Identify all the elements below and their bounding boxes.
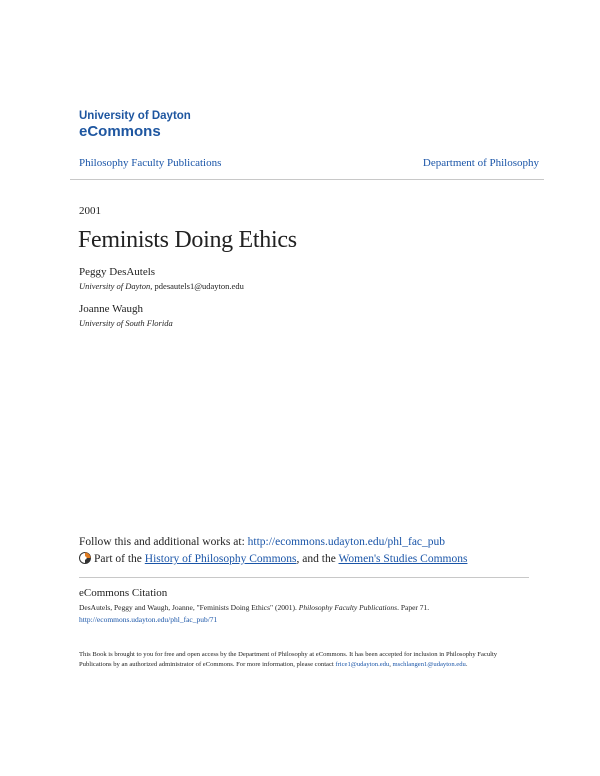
follow-url-link[interactable]: http://ecommons.udayton.edu/phl_fac_pub	[247, 536, 446, 548]
department-link[interactable]: Department of Philosophy	[422, 157, 539, 169]
womens-studies-commons-link[interactable]: Women's Studies Commons	[338, 553, 468, 565]
author-affiliation	[79, 318, 173, 328]
citation-heading: eCommons Citation	[79, 587, 168, 599]
notice-text: This Book is brought to you for free and open access by the Department of Philosophy at eCommons. It has been accepted for inclusion in Philosophy Faculty Publications by an authorized administrator of eCommons. For more information, please contact	[79, 651, 498, 669]
citation-divider	[79, 577, 529, 578]
repository-name: eCommons	[79, 122, 161, 140]
collection-link[interactable]: Philosophy Faculty Publications	[79, 157, 222, 169]
network-icon	[79, 552, 91, 564]
affiliation-separator: ,	[150, 281, 155, 291]
header-divider	[70, 179, 544, 180]
citation-url-link[interactable]: http://ecommons.udayton.edu/phl_fac_pub/71	[79, 614, 218, 624]
part-of-label: Part of the	[94, 553, 145, 565]
notice-separator: ,	[389, 661, 393, 669]
org-name: University of Dayton	[79, 110, 191, 122]
author-name: Peggy DesAutels	[79, 266, 156, 278]
history-commons-link[interactable]: History of Philosophy Commons	[144, 553, 297, 565]
part-of-line	[79, 552, 467, 565]
citation-series: Philosophy Faculty Publications	[298, 603, 398, 612]
part-of-separator: , and the	[296, 553, 339, 565]
author-affiliation	[79, 281, 244, 291]
author-email: pdesautels1@udayton.edu	[154, 281, 244, 291]
follow-line	[79, 536, 445, 548]
follow-label: Follow this and additional works at:	[79, 536, 248, 548]
author-name: Joanne Waugh	[79, 303, 143, 315]
citation-text: DesAutels, Peggy and Waugh, Joanne, "Feminists Doing Ethics" (2001).	[79, 603, 299, 612]
contact-email-link[interactable]: frice1@udayton.edu	[335, 661, 390, 669]
contact-email-link-2[interactable]: mschlangen1@udayton.edu	[392, 661, 466, 669]
publication-year: 2001	[79, 205, 101, 217]
org-logo[interactable]	[79, 110, 191, 140]
notice-end: .	[465, 661, 468, 669]
citation-paper: . Paper 71.	[397, 603, 430, 612]
affiliation-institution: University of South Florida	[79, 318, 173, 328]
access-notice	[79, 650, 529, 670]
citation-body	[79, 602, 429, 625]
document-title: Feminists Doing Ethics	[78, 227, 297, 253]
affiliation-institution: University of Dayton	[79, 281, 151, 291]
